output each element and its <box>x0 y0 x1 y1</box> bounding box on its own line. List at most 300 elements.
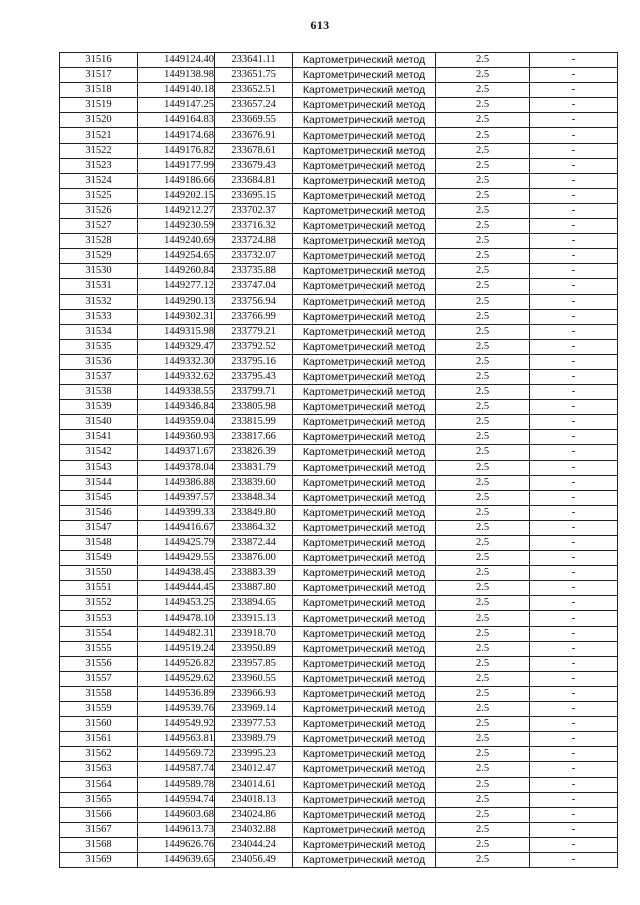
table-row <box>60 309 618 324</box>
y-coordinate-cell: 233960.55 <box>215 671 293 686</box>
method-cell: Картометрический метод <box>293 279 436 294</box>
y-coordinate-cell: 233724.88 <box>215 234 293 249</box>
point-number-cell: 31530 <box>60 264 138 279</box>
description-cell: - <box>530 234 618 249</box>
point-number-cell: 31523 <box>60 158 138 173</box>
y-coordinate-cell: 233995.23 <box>215 747 293 762</box>
accuracy-cell: 2.5 <box>436 762 530 777</box>
x-coordinate-cell: 1449164.83 <box>138 113 215 128</box>
point-number-cell: 31542 <box>60 445 138 460</box>
point-number-cell: 31555 <box>60 641 138 656</box>
description-cell: - <box>530 505 618 520</box>
method-cell: Картометрический метод <box>293 294 436 309</box>
x-coordinate-cell: 1449302.31 <box>138 309 215 324</box>
x-coordinate-cell: 1449254.65 <box>138 249 215 264</box>
method-cell: Картометрический метод <box>293 83 436 98</box>
x-coordinate-cell: 1449332.62 <box>138 369 215 384</box>
method-cell: Картометрический метод <box>293 460 436 475</box>
point-number-cell: 31535 <box>60 339 138 354</box>
point-number-cell: 31560 <box>60 717 138 732</box>
point-number-cell: 31522 <box>60 143 138 158</box>
point-number-cell: 31564 <box>60 777 138 792</box>
table-row <box>60 113 618 128</box>
accuracy-cell: 2.5 <box>436 475 530 490</box>
table-row <box>60 566 618 581</box>
x-coordinate-cell: 1449277.12 <box>138 279 215 294</box>
description-cell: - <box>530 777 618 792</box>
y-coordinate-cell: 233969.14 <box>215 702 293 717</box>
description-cell: - <box>530 475 618 490</box>
accuracy-cell: 2.5 <box>436 143 530 158</box>
description-cell: - <box>530 339 618 354</box>
description-cell: - <box>530 671 618 686</box>
x-coordinate-cell: 1449186.66 <box>138 173 215 188</box>
table-row <box>60 671 618 686</box>
coordinates-table <box>59 52 618 868</box>
point-number-cell: 31550 <box>60 566 138 581</box>
y-coordinate-cell: 233702.37 <box>215 203 293 218</box>
x-coordinate-cell: 1449444.45 <box>138 581 215 596</box>
x-coordinate-cell: 1449338.55 <box>138 385 215 400</box>
point-number-cell: 31520 <box>60 113 138 128</box>
x-coordinate-cell: 1449371.67 <box>138 445 215 460</box>
description-cell: - <box>530 68 618 83</box>
x-coordinate-cell: 1449563.81 <box>138 732 215 747</box>
table-row <box>60 807 618 822</box>
table-row <box>60 551 618 566</box>
y-coordinate-cell: 234018.13 <box>215 792 293 807</box>
x-coordinate-cell: 1449315.98 <box>138 324 215 339</box>
x-coordinate-cell: 1449176.82 <box>138 143 215 158</box>
x-coordinate-cell: 1449429.55 <box>138 551 215 566</box>
accuracy-cell: 2.5 <box>436 324 530 339</box>
method-cell: Картометрический метод <box>293 400 436 415</box>
x-coordinate-cell: 1449438.45 <box>138 566 215 581</box>
point-number-cell: 31533 <box>60 309 138 324</box>
description-cell: - <box>530 279 618 294</box>
x-coordinate-cell: 1449626.76 <box>138 837 215 852</box>
x-coordinate-cell: 1449346.84 <box>138 400 215 415</box>
point-number-cell: 31554 <box>60 626 138 641</box>
accuracy-cell: 2.5 <box>436 641 530 656</box>
accuracy-cell: 2.5 <box>436 656 530 671</box>
x-coordinate-cell: 1449587.74 <box>138 762 215 777</box>
accuracy-cell: 2.5 <box>436 188 530 203</box>
coordinates-table-body <box>60 53 618 868</box>
table-row <box>60 234 618 249</box>
x-coordinate-cell: 1449124.40 <box>138 53 215 68</box>
y-coordinate-cell: 233894.65 <box>215 596 293 611</box>
method-cell: Картометрический метод <box>293 128 436 143</box>
method-cell: Картометрический метод <box>293 143 436 158</box>
accuracy-cell: 2.5 <box>436 113 530 128</box>
x-coordinate-cell: 1449529.62 <box>138 671 215 686</box>
y-coordinate-cell: 233887.80 <box>215 581 293 596</box>
table-row <box>60 717 618 732</box>
table-row <box>60 400 618 415</box>
table-row <box>60 203 618 218</box>
table-row <box>60 354 618 369</box>
table-row <box>60 264 618 279</box>
description-cell: - <box>530 83 618 98</box>
accuracy-cell: 2.5 <box>436 369 530 384</box>
point-number-cell: 31562 <box>60 747 138 762</box>
description-cell: - <box>530 415 618 430</box>
description-cell: - <box>530 249 618 264</box>
point-number-cell: 31518 <box>60 83 138 98</box>
point-number-cell: 31519 <box>60 98 138 113</box>
y-coordinate-cell: 233957.85 <box>215 656 293 671</box>
y-coordinate-cell: 233848.34 <box>215 490 293 505</box>
y-coordinate-cell: 233815.99 <box>215 415 293 430</box>
method-cell: Картометрический метод <box>293 581 436 596</box>
x-coordinate-cell: 1449174.68 <box>138 128 215 143</box>
point-number-cell: 31539 <box>60 400 138 415</box>
table-row <box>60 505 618 520</box>
y-coordinate-cell: 233779.21 <box>215 324 293 339</box>
y-coordinate-cell: 233989.79 <box>215 732 293 747</box>
table-row <box>60 686 618 701</box>
y-coordinate-cell: 233684.81 <box>215 173 293 188</box>
point-number-cell: 31527 <box>60 219 138 234</box>
accuracy-cell: 2.5 <box>436 551 530 566</box>
x-coordinate-cell: 1449140.18 <box>138 83 215 98</box>
page-number: 613 <box>310 18 330 32</box>
accuracy-cell: 2.5 <box>436 536 530 551</box>
x-coordinate-cell: 1449360.93 <box>138 430 215 445</box>
description-cell: - <box>530 445 618 460</box>
point-number-cell: 31538 <box>60 385 138 400</box>
point-number-cell: 31544 <box>60 475 138 490</box>
table-row <box>60 83 618 98</box>
description-cell: - <box>530 460 618 475</box>
accuracy-cell: 2.5 <box>436 596 530 611</box>
y-coordinate-cell: 233795.16 <box>215 354 293 369</box>
accuracy-cell: 2.5 <box>436 686 530 701</box>
x-coordinate-cell: 1449177.99 <box>138 158 215 173</box>
y-coordinate-cell: 233732.07 <box>215 249 293 264</box>
method-cell: Картометрический метод <box>293 566 436 581</box>
y-coordinate-cell: 234056.49 <box>215 852 293 867</box>
method-cell: Картометрический метод <box>293 656 436 671</box>
method-cell: Картометрический метод <box>293 686 436 701</box>
x-coordinate-cell: 1449536.89 <box>138 686 215 701</box>
point-number-cell: 31532 <box>60 294 138 309</box>
y-coordinate-cell: 234012.47 <box>215 762 293 777</box>
y-coordinate-cell: 233826.39 <box>215 445 293 460</box>
table-row <box>60 490 618 505</box>
method-cell: Картометрический метод <box>293 219 436 234</box>
method-cell: Картометрический метод <box>293 264 436 279</box>
point-number-cell: 31525 <box>60 188 138 203</box>
table-row <box>60 98 618 113</box>
x-coordinate-cell: 1449539.76 <box>138 702 215 717</box>
accuracy-cell: 2.5 <box>436 219 530 234</box>
table-row <box>60 596 618 611</box>
accuracy-cell: 2.5 <box>436 173 530 188</box>
accuracy-cell: 2.5 <box>436 717 530 732</box>
accuracy-cell: 2.5 <box>436 400 530 415</box>
description-cell: - <box>530 792 618 807</box>
y-coordinate-cell: 233839.60 <box>215 475 293 490</box>
x-coordinate-cell: 1449359.04 <box>138 415 215 430</box>
description-cell: - <box>530 656 618 671</box>
accuracy-cell: 2.5 <box>436 158 530 173</box>
accuracy-cell: 2.5 <box>436 385 530 400</box>
method-cell: Картометрический метод <box>293 354 436 369</box>
x-coordinate-cell: 1449519.24 <box>138 641 215 656</box>
method-cell: Картометрический метод <box>293 505 436 520</box>
method-cell: Картометрический метод <box>293 671 436 686</box>
x-coordinate-cell: 1449549.92 <box>138 717 215 732</box>
y-coordinate-cell: 233735.88 <box>215 264 293 279</box>
accuracy-cell: 2.5 <box>436 294 530 309</box>
table-row <box>60 792 618 807</box>
y-coordinate-cell: 234032.88 <box>215 822 293 837</box>
y-coordinate-cell: 233864.32 <box>215 520 293 535</box>
method-cell: Картометрический метод <box>293 53 436 68</box>
description-cell: - <box>530 369 618 384</box>
accuracy-cell: 2.5 <box>436 415 530 430</box>
accuracy-cell: 2.5 <box>436 430 530 445</box>
table-row <box>60 626 618 641</box>
table-row <box>60 852 618 867</box>
table-row <box>60 188 618 203</box>
table-row <box>60 611 618 626</box>
x-coordinate-cell: 1449594.74 <box>138 792 215 807</box>
x-coordinate-cell: 1449138.98 <box>138 68 215 83</box>
point-number-cell: 31545 <box>60 490 138 505</box>
accuracy-cell: 2.5 <box>436 68 530 83</box>
accuracy-cell: 2.5 <box>436 128 530 143</box>
table-row <box>60 445 618 460</box>
method-cell: Картометрический метод <box>293 822 436 837</box>
x-coordinate-cell: 1449386.88 <box>138 475 215 490</box>
method-cell: Картометрический метод <box>293 611 436 626</box>
method-cell: Картометрический метод <box>293 520 436 535</box>
method-cell: Картометрический метод <box>293 68 436 83</box>
method-cell: Картометрический метод <box>293 596 436 611</box>
description-cell: - <box>530 264 618 279</box>
x-coordinate-cell: 1449378.04 <box>138 460 215 475</box>
description-cell: - <box>530 626 618 641</box>
table-row <box>60 747 618 762</box>
accuracy-cell: 2.5 <box>436 822 530 837</box>
point-number-cell: 31565 <box>60 792 138 807</box>
method-cell: Картометрический метод <box>293 626 436 641</box>
point-number-cell: 31540 <box>60 415 138 430</box>
y-coordinate-cell: 233966.93 <box>215 686 293 701</box>
description-cell: - <box>530 53 618 68</box>
table-row <box>60 581 618 596</box>
y-coordinate-cell: 233651.75 <box>215 68 293 83</box>
y-coordinate-cell: 233695.15 <box>215 188 293 203</box>
table-row <box>60 339 618 354</box>
description-cell: - <box>530 686 618 701</box>
point-number-cell: 31541 <box>60 430 138 445</box>
method-cell: Картометрический метод <box>293 777 436 792</box>
table-row <box>60 53 618 68</box>
table-row <box>60 460 618 475</box>
x-coordinate-cell: 1449147.25 <box>138 98 215 113</box>
method-cell: Картометрический метод <box>293 475 436 490</box>
description-cell: - <box>530 717 618 732</box>
accuracy-cell: 2.5 <box>436 460 530 475</box>
description-cell: - <box>530 143 618 158</box>
y-coordinate-cell: 233679.43 <box>215 158 293 173</box>
x-coordinate-cell: 1449425.79 <box>138 536 215 551</box>
accuracy-cell: 2.5 <box>436 702 530 717</box>
method-cell: Картометрический метод <box>293 369 436 384</box>
accuracy-cell: 2.5 <box>436 354 530 369</box>
description-cell: - <box>530 490 618 505</box>
accuracy-cell: 2.5 <box>436 671 530 686</box>
y-coordinate-cell: 233872.44 <box>215 536 293 551</box>
method-cell: Картометрический метод <box>293 249 436 264</box>
method-cell: Картометрический метод <box>293 188 436 203</box>
method-cell: Картометрический метод <box>293 732 436 747</box>
x-coordinate-cell: 1449240.69 <box>138 234 215 249</box>
table-row <box>60 143 618 158</box>
point-number-cell: 31556 <box>60 656 138 671</box>
description-cell: - <box>530 702 618 717</box>
description-cell: - <box>530 128 618 143</box>
accuracy-cell: 2.5 <box>436 264 530 279</box>
y-coordinate-cell: 233805.98 <box>215 400 293 415</box>
accuracy-cell: 2.5 <box>436 505 530 520</box>
point-number-cell: 31534 <box>60 324 138 339</box>
description-cell: - <box>530 566 618 581</box>
accuracy-cell: 2.5 <box>436 777 530 792</box>
description-cell: - <box>530 551 618 566</box>
accuracy-cell: 2.5 <box>436 445 530 460</box>
description-cell: - <box>530 837 618 852</box>
accuracy-cell: 2.5 <box>436 203 530 218</box>
point-number-cell: 31559 <box>60 702 138 717</box>
table-row <box>60 837 618 852</box>
method-cell: Картометрический метод <box>293 837 436 852</box>
description-cell: - <box>530 762 618 777</box>
x-coordinate-cell: 1449482.31 <box>138 626 215 641</box>
description-cell: - <box>530 822 618 837</box>
accuracy-cell: 2.5 <box>436 852 530 867</box>
y-coordinate-cell: 233950.89 <box>215 641 293 656</box>
method-cell: Картометрический метод <box>293 309 436 324</box>
x-coordinate-cell: 1449603.68 <box>138 807 215 822</box>
y-coordinate-cell: 233716.32 <box>215 219 293 234</box>
method-cell: Картометрический метод <box>293 717 436 732</box>
table-row <box>60 173 618 188</box>
y-coordinate-cell: 233817.66 <box>215 430 293 445</box>
description-cell: - <box>530 611 618 626</box>
y-coordinate-cell: 233849.80 <box>215 505 293 520</box>
method-cell: Картометрический метод <box>293 807 436 822</box>
point-number-cell: 31569 <box>60 852 138 867</box>
table-row <box>60 158 618 173</box>
x-coordinate-cell: 1449453.25 <box>138 596 215 611</box>
accuracy-cell: 2.5 <box>436 53 530 68</box>
description-cell: - <box>530 324 618 339</box>
y-coordinate-cell: 233747.04 <box>215 279 293 294</box>
description-cell: - <box>530 113 618 128</box>
method-cell: Картометрический метод <box>293 551 436 566</box>
x-coordinate-cell: 1449260.84 <box>138 264 215 279</box>
method-cell: Картометрический метод <box>293 173 436 188</box>
y-coordinate-cell: 233918.70 <box>215 626 293 641</box>
x-coordinate-cell: 1449613.73 <box>138 822 215 837</box>
description-cell: - <box>530 641 618 656</box>
x-coordinate-cell: 1449639.65 <box>138 852 215 867</box>
accuracy-cell: 2.5 <box>436 566 530 581</box>
y-coordinate-cell: 233678.61 <box>215 143 293 158</box>
description-cell: - <box>530 354 618 369</box>
table-row <box>60 762 618 777</box>
method-cell: Картометрический метод <box>293 762 436 777</box>
table-row <box>60 249 618 264</box>
y-coordinate-cell: 234024.86 <box>215 807 293 822</box>
point-number-cell: 31521 <box>60 128 138 143</box>
method-cell: Картометрический метод <box>293 536 436 551</box>
table-row <box>60 324 618 339</box>
y-coordinate-cell: 233652.51 <box>215 83 293 98</box>
accuracy-cell: 2.5 <box>436 249 530 264</box>
accuracy-cell: 2.5 <box>436 807 530 822</box>
table-row <box>60 415 618 430</box>
method-cell: Картометрический метод <box>293 203 436 218</box>
description-cell: - <box>530 400 618 415</box>
point-number-cell: 31543 <box>60 460 138 475</box>
point-number-cell: 31549 <box>60 551 138 566</box>
point-number-cell: 31531 <box>60 279 138 294</box>
description-cell: - <box>530 581 618 596</box>
point-number-cell: 31557 <box>60 671 138 686</box>
point-number-cell: 31548 <box>60 536 138 551</box>
point-number-cell: 31563 <box>60 762 138 777</box>
table-row <box>60 777 618 792</box>
point-number-cell: 31553 <box>60 611 138 626</box>
table-row <box>60 430 618 445</box>
y-coordinate-cell: 233977.53 <box>215 717 293 732</box>
method-cell: Картометрический метод <box>293 324 436 339</box>
x-coordinate-cell: 1449290.13 <box>138 294 215 309</box>
point-number-cell: 31537 <box>60 369 138 384</box>
y-coordinate-cell: 233795.43 <box>215 369 293 384</box>
x-coordinate-cell: 1449212.27 <box>138 203 215 218</box>
table-row <box>60 475 618 490</box>
method-cell: Картометрический метод <box>293 641 436 656</box>
point-number-cell: 31516 <box>60 53 138 68</box>
table-row <box>60 656 618 671</box>
x-coordinate-cell: 1449329.47 <box>138 339 215 354</box>
description-cell: - <box>530 536 618 551</box>
method-cell: Картометрический метод <box>293 445 436 460</box>
y-coordinate-cell: 233831.79 <box>215 460 293 475</box>
description-cell: - <box>530 385 618 400</box>
x-coordinate-cell: 1449202.15 <box>138 188 215 203</box>
y-coordinate-cell: 233756.94 <box>215 294 293 309</box>
description-cell: - <box>530 173 618 188</box>
description-cell: - <box>530 732 618 747</box>
x-coordinate-cell: 1449569.72 <box>138 747 215 762</box>
y-coordinate-cell: 233883.39 <box>215 566 293 581</box>
method-cell: Картометрический метод <box>293 98 436 113</box>
description-cell: - <box>530 807 618 822</box>
method-cell: Картометрический метод <box>293 490 436 505</box>
point-number-cell: 31552 <box>60 596 138 611</box>
table-row <box>60 732 618 747</box>
table-row <box>60 369 618 384</box>
table-row <box>60 294 618 309</box>
